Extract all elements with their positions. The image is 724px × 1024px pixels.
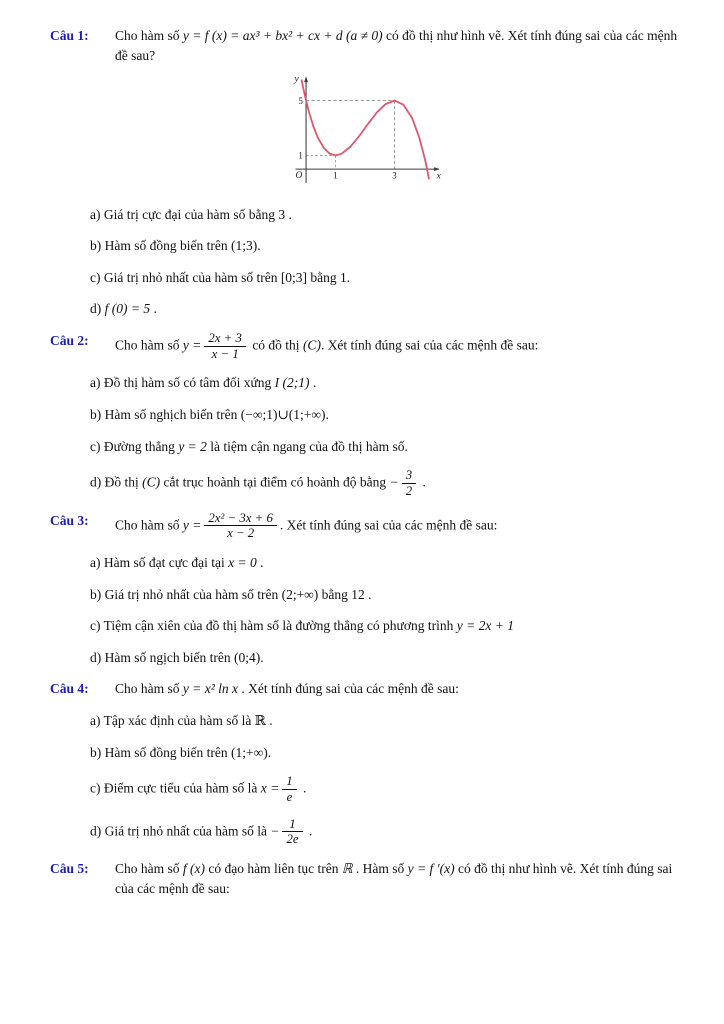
q1-item-d-post: .: [150, 301, 157, 317]
q4-intro-formula: y = x² ln x: [182, 681, 239, 697]
q1-intro-pre: Cho hàm số: [115, 28, 183, 43]
q5-intro-derivative: y = f ′(x): [407, 861, 455, 877]
q5-intro-mid2: . Hàm số: [352, 861, 408, 877]
q4-item-d-fraction-denominator: 2e: [286, 832, 299, 847]
q3-item-a: [90, 553, 678, 573]
cubic-graph-figure: [279, 69, 449, 193]
q3-item-d: d) Hàm số ngịch biến trên (0;4).: [90, 649, 264, 665]
question-2: [50, 331, 678, 499]
q4-item-d-fraction-numerator: 1: [282, 817, 302, 833]
q2-intro-y-equals: y =: [182, 337, 202, 353]
cubic-curve: [302, 80, 429, 178]
q4-item-c-fraction-numerator: 1: [282, 774, 296, 790]
q4-item-c-post: .: [299, 780, 307, 796]
x-axis-label: x: [436, 171, 441, 182]
q1-item-b: b) Hàm số đồng biến trên (1;3).: [90, 238, 261, 254]
q2-item-c-post: là tiệm cận ngang của đồ thị hàm số.: [206, 438, 408, 454]
question-2-head: [50, 331, 678, 362]
question-1-intro: [115, 26, 678, 65]
q2-item-d-pre: d) Đồ thị: [90, 474, 143, 490]
q2-fraction: [204, 331, 246, 362]
graph-labels: [293, 75, 441, 182]
q2-item-d-minus: −: [389, 474, 399, 490]
q2-item-a-post: .: [309, 375, 317, 391]
question-1-head: [50, 26, 678, 65]
q1-item-d: [90, 299, 678, 319]
q3-item-c: [90, 616, 678, 636]
q3-intro-pre: Cho hàm số: [115, 516, 183, 532]
question-3-intro: [115, 511, 678, 542]
q2-item-c-pre: c) Đường thẳng: [90, 438, 179, 454]
question-4-label: Câu 4:: [50, 681, 89, 697]
q3-fraction-denominator: x − 2: [227, 526, 255, 541]
q3-intro-post: . Xét tính đúng sai của các mệnh đề sau:: [279, 516, 498, 532]
q4-item-c: [90, 774, 678, 805]
question-3-label: Câu 3:: [50, 512, 89, 528]
q5-intro-mid1: có đạo hàm liên tục trên: [205, 861, 342, 877]
question-1-label: Câu 1:: [50, 28, 89, 43]
q4-item-a: a) Tập xác định của hàm số là ℝ .: [90, 712, 273, 728]
question-5: [50, 859, 678, 898]
q5-intro-post: có đồ thị như hình vẽ. Xét tính đúng sai của các mệnh đề sau:: [115, 861, 673, 896]
q1-intro-formula: y = f (x) = ax³ + bx² + cx + d (a ≠ 0): [182, 28, 383, 43]
q2-item-d: [90, 468, 678, 499]
q4-item-c-x-equals: x =: [260, 780, 280, 796]
y-tick-1: 1: [298, 150, 303, 161]
q1-item-d-formula: f (0) = 5: [104, 301, 151, 317]
q3-item-b: b) Giá trị nhỏ nhất của hàm số trên (2;+∞) bằng 12 .: [90, 586, 372, 602]
q4-item-c-pre: c) Điểm cực tiểu của hàm số là: [90, 780, 261, 796]
cubic-function-graph: [279, 69, 449, 187]
q1-item-a: a) Giá trị cực đại của hàm số bằng 3 .: [90, 206, 292, 222]
q4-item-d-post: .: [305, 822, 313, 838]
q3-intro-y-equals: y =: [182, 516, 202, 532]
q2-item-a-formula: I (2;1): [274, 375, 310, 391]
q4-item-d-fraction: [282, 817, 302, 848]
q5-intro-pre: Cho hàm số: [115, 861, 183, 877]
q2-item-d-fraction-denominator: 2: [405, 483, 413, 498]
question-3: [50, 511, 678, 668]
y-tick-5: 5: [298, 95, 303, 106]
q3-item-c-pre: c) Tiệm cận xiên của đồ thị hàm số là đường thẳng có phương trình: [90, 618, 457, 634]
q3-fraction: [204, 511, 277, 542]
x-tick-1: 1: [333, 170, 338, 181]
q2-intro-c-symbol: (C): [302, 337, 321, 353]
question-2-intro: [115, 331, 678, 362]
y-axis-label: y: [294, 74, 299, 85]
q4-item-d-minus: −: [270, 822, 280, 838]
question-3-items: [90, 553, 678, 667]
q2-item-c-formula: y = 2: [178, 438, 207, 454]
q5-intro-fx: f (x): [182, 861, 205, 877]
question-2-items: [90, 373, 678, 498]
question-5-intro: [115, 859, 678, 898]
q3-item-a-pre: a) Hàm số đạt cực đại tại: [90, 555, 229, 571]
q2-item-d-mid: cắt trục hoành tại điểm có hoành độ bằng: [160, 474, 390, 490]
dashed-guides: [306, 101, 395, 169]
q2-item-d-fraction-numerator: 3: [402, 468, 416, 484]
q1-item-d-pre: d): [90, 301, 105, 317]
q3-item-a-formula: x = 0: [228, 555, 257, 571]
q2-intro-mid: có đồ thị: [248, 337, 303, 353]
q4-intro-pre: Cho hàm số: [115, 681, 183, 697]
question-1-items: [90, 205, 678, 319]
q2-fraction-numerator: 2x + 3: [204, 331, 246, 347]
q4-item-d: [90, 817, 678, 848]
q2-item-a: [90, 373, 678, 393]
question-3-head: [50, 511, 678, 542]
origin-label: O: [295, 171, 303, 182]
q2-item-a-pre: a) Đồ thị hàm số có tâm đối xứng: [90, 375, 275, 391]
q2-intro-pre: Cho hàm số: [115, 337, 183, 353]
q4-item-c-fraction: [282, 774, 296, 805]
q1-item-c: c) Giá trị nhỏ nhất của hàm số trên [0;3] bằng 1.: [90, 269, 351, 285]
x-tick-3: 3: [392, 170, 397, 181]
q2-item-d-fraction: [402, 468, 416, 499]
q3-fraction-numerator: 2x² − 3x + 6: [204, 511, 277, 527]
question-4: [50, 679, 678, 847]
q2-fraction-denominator: x − 1: [211, 346, 239, 361]
question-4-head: [50, 679, 678, 699]
q3-item-c-formula: y = 2x + 1: [456, 618, 514, 634]
q4-item-d-pre: d) Giá trị nhỏ nhất của hàm số là: [90, 822, 271, 838]
q2-item-d-post: .: [419, 474, 426, 490]
q4-item-c-fraction-denominator: e: [286, 789, 293, 804]
axes: [296, 77, 440, 183]
q2-item-d-c-symbol: (C): [142, 474, 161, 490]
question-5-label: Câu 5:: [50, 861, 89, 877]
q2-item-c: [90, 437, 678, 457]
question-4-intro: [115, 679, 678, 699]
q3-item-a-post: .: [256, 555, 264, 571]
question-1: [50, 26, 678, 319]
q4-item-b: b) Hàm số đồng biến trên (1;+∞).: [90, 744, 272, 760]
question-4-items: [90, 711, 678, 847]
q1-intro-post: có đồ thị như hình vẽ. Xét tính đúng sai của các mệnh đề sau?: [115, 28, 678, 63]
q2-item-b: b) Hàm số nghịch biến trên (−∞;1)∪(1;+∞).: [90, 407, 329, 422]
question-5-head: [50, 859, 678, 898]
q4-intro-post: . Xét tính đúng sai của các mệnh đề sau:: [238, 681, 459, 697]
question-2-label: Câu 2:: [50, 332, 89, 348]
q2-intro-post: . Xét tính đúng sai của các mệnh đề sau:: [320, 337, 539, 353]
q5-intro-reals-symbol: ℝ: [341, 861, 353, 877]
